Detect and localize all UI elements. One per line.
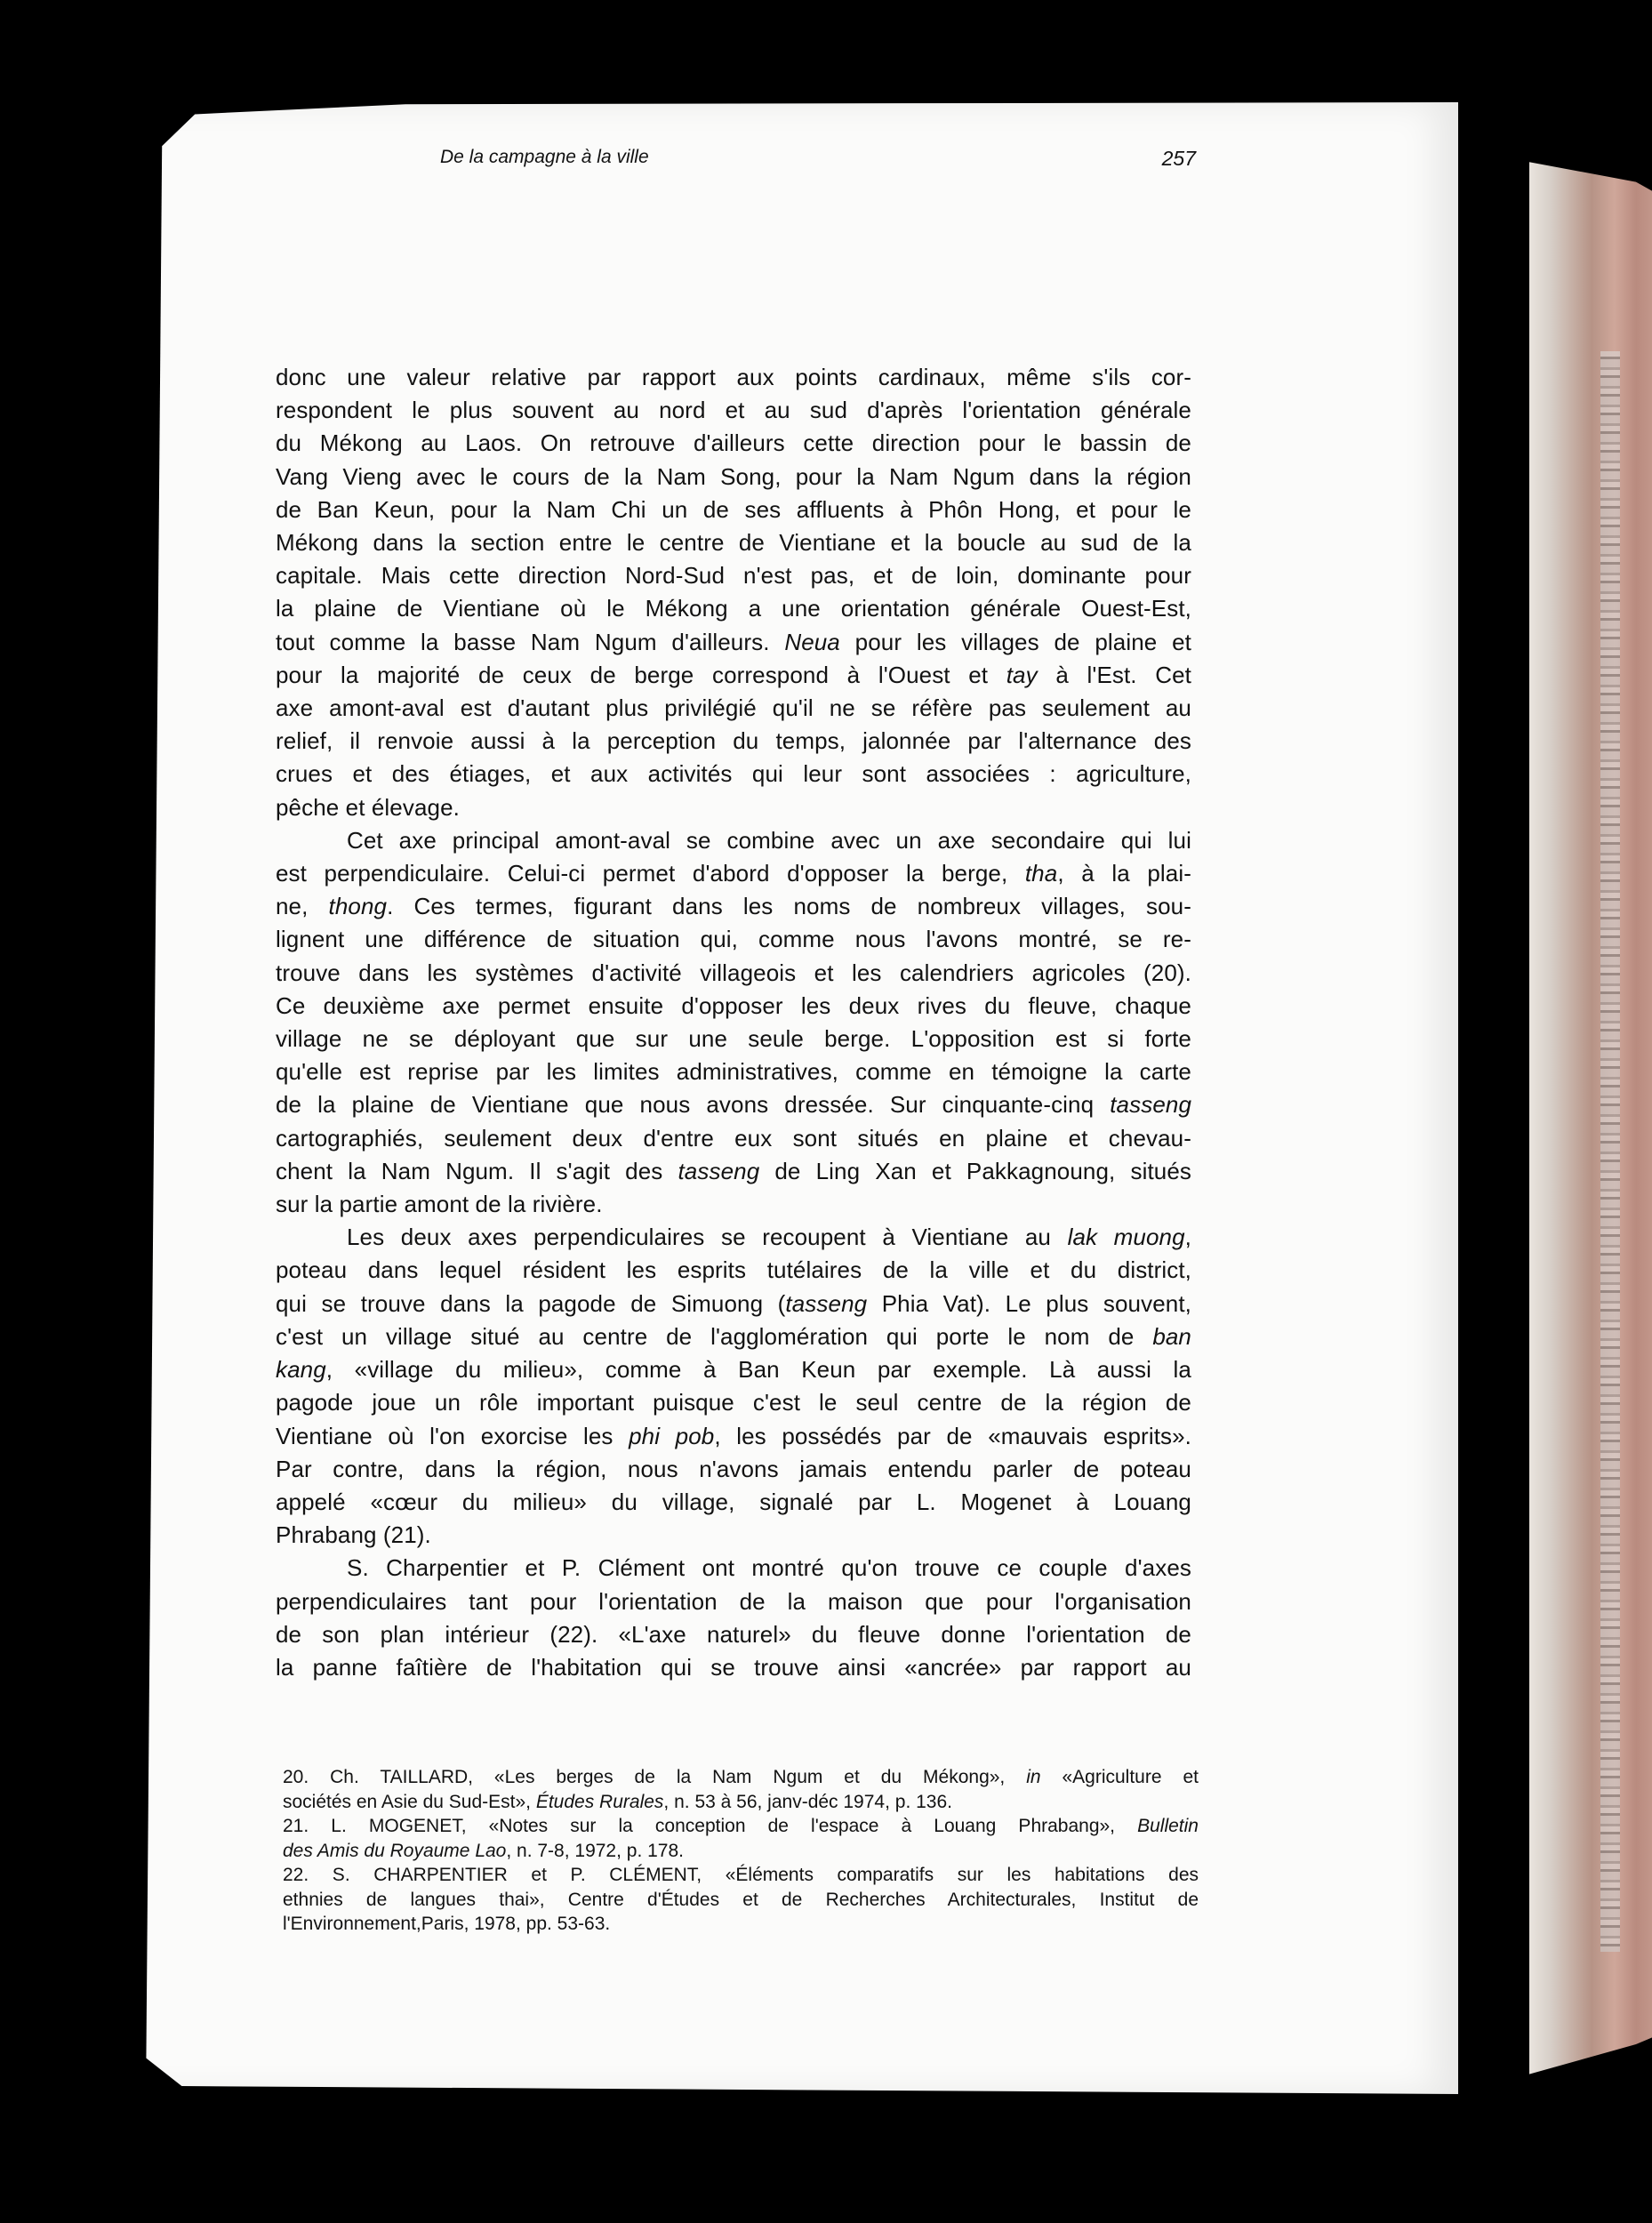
body-text-line: trouve dans les systèmes d'activité villageois et les calendriers agricoles (20).	[276, 959, 1191, 986]
body-text-line: Mékong dans la section entre le centre de Vientiane et la boucle au sud de la	[276, 529, 1191, 557]
body-text-line: Vientiane où l'on exorcise les phi pob, les possédés par de «mauvais esprits».	[276, 1422, 1192, 1449]
body-text-line: donc une valeur relative par rapport aux points cardinaux, même s'ils cor-	[276, 364, 1191, 390]
body-text-line: pour la majorité de ceux de berge correspond à l'Ouest et tay à l'Est. Cet	[276, 661, 1191, 688]
footnote-line: des Amis du Royaume Lao, n. 7-8, 1972, p. 178.	[283, 1840, 685, 1861]
page-header	[440, 147, 1196, 182]
body-text-line: respondent le plus souvent au nord et au sud d'après l'orientation générale	[276, 397, 1191, 424]
body-text-line: est perpendiculaire. Celui-ci permet d'abord d'opposer la berge, tha, à la plai-	[276, 860, 1191, 887]
body-text-line: pêche et élevage.	[276, 793, 460, 821]
footnote-line: 21. L. MOGENET, «Notes sur la conception de l'espace à Louang Phrabang», Bulletin	[283, 1816, 1199, 1836]
footnote-line: sociétés en Asie du Sud-Est», Études Rurales, n. 53 à 56, janv-déc 1974, p. 136.	[283, 1791, 952, 1812]
body-text-line: kang, «village du milieu», comme à Ban Keun par exemple. Là aussi la	[276, 1356, 1191, 1384]
body-text-line: qui se trouve dans la pagode de Simuong (tasseng Phia Vat). Le plus souvent,	[276, 1289, 1191, 1317]
body-text-line: pagode joue un rôle important puisque c'est le seul centre de la région de	[276, 1389, 1191, 1416]
footnotes	[283, 1765, 1199, 1937]
body-text-line: axe amont-aval est d'autant plus privilégié qu'il ne se réfère pas seulement au	[276, 694, 1191, 722]
body-text-line: lignent une différence de situation qui, comme nous l'avons montré, se re-	[276, 926, 1191, 953]
footnote-line: l'Environnement,Paris, 1978, pp. 53-63.	[283, 1914, 611, 1934]
body-text-line: chent la Nam Ngum. Il s'agit des tasseng de Ling Xan et Pakkagnoung, situés	[276, 1157, 1191, 1184]
body-text-line: Vang Vieng avec le cours de la Nam Song, pour la Nam Ngum dans la région	[276, 462, 1191, 490]
body-text-line: de la plaine de Vientiane que nous avons dressée. Sur cinquante-cinq tasseng	[276, 1091, 1191, 1119]
body-text-line: de Ban Keun, pour la Nam Chi un de ses affluents à Phôn Hong, et pour le	[276, 495, 1191, 523]
page-edges	[1529, 102, 1652, 2094]
body-text-line: village ne se déployant que sur une seule berge. L'opposition est si forte	[276, 1025, 1191, 1053]
page-edge-texture	[1600, 351, 1620, 1952]
running-title: De la campagne à la ville	[440, 147, 649, 167]
body-text-line: la plaine de Vientiane où le Mékong a une orientation générale Ouest-Est,	[276, 595, 1191, 622]
body-text-line: c'est un village situé au centre de l'agglomération qui porte le nom de ban	[276, 1322, 1191, 1350]
body-text-line: ne, thong. Ces termes, figurant dans les noms de nombreux villages, sou-	[276, 893, 1191, 920]
page-number: 257	[1161, 147, 1196, 170]
body-text-line: qu'elle est reprise par les limites administratives, comme en témoigne la carte	[276, 1058, 1191, 1086]
body-text-line: la panne faîtière de l'habitation qui se trouve ainsi «ancrée» par rapport au	[276, 1653, 1191, 1681]
body-text-line: perpendiculaires tant pour l'orientation de la maison que pour l'organisation	[276, 1587, 1191, 1615]
body-text-line: Ce deuxième axe permet ensuite d'opposer les deux rives du fleuve, chaque	[276, 991, 1191, 1019]
body-text-line: poteau dans lequel résident les esprits tutélaires de la ville et du district,	[276, 1256, 1191, 1284]
body-text-line: sur la partie amont de la rivière.	[276, 1191, 603, 1218]
body-text-line: crues et des étiages, et aux activités qui leur sont associées : agriculture,	[276, 760, 1191, 788]
body-text-line: appelé «cœur du milieu» du village, signalé par L. Mogenet à Louang	[276, 1488, 1191, 1515]
footnote-line: 20. Ch. TAILLARD, «Les berges de la Nam Ngum et du Mékong», in «Agriculture et	[283, 1767, 1199, 1787]
body-text-line: tout comme la basse Nam Ngum d'ailleurs. Neua pour les villages de plaine et	[276, 628, 1192, 655]
body-text-line: Cet axe principal amont-aval se combine avec un axe secondaire qui lui	[347, 826, 1191, 854]
body-text-line: Par contre, dans la région, nous n'avons jamais entendu parler de poteau	[276, 1455, 1191, 1482]
body-text	[276, 361, 1191, 1684]
body-text-line: du Mékong au Laos. On retrouve d'ailleurs cette direction pour le bassin de	[276, 429, 1191, 457]
body-text-line: relief, il renvoie aussi à la perception du temps, jalonnée par l'alternance des	[276, 727, 1191, 755]
body-text-line: Phrabang (21).	[276, 1521, 431, 1549]
body-text-line: de son plan intérieur (22). «L'axe naturel» du fleuve donne l'orientation de	[276, 1620, 1191, 1648]
footnote-line: 22. S. CHARPENTIER et P. CLÉMENT, «Éléments comparatifs sur les habitations des	[283, 1865, 1199, 1885]
body-text-line: capitale. Mais cette direction Nord-Sud n'est pas, et de loin, dominante pour	[276, 562, 1191, 590]
body-text-line: Les deux axes perpendiculaires se recoupent à Vientiane au lak muong,	[347, 1224, 1191, 1251]
body-text-line: cartographiés, seulement deux d'entre eux sont situés en plaine et chevau-	[276, 1124, 1191, 1152]
footnote-line: ethnies de langues thai», Centre d'Études et de Recherches Architecturales, Institut de	[283, 1889, 1199, 1910]
body-text-line: S. Charpentier et P. Clément ont montré qu'on trouve ce couple d'axes	[347, 1554, 1191, 1582]
